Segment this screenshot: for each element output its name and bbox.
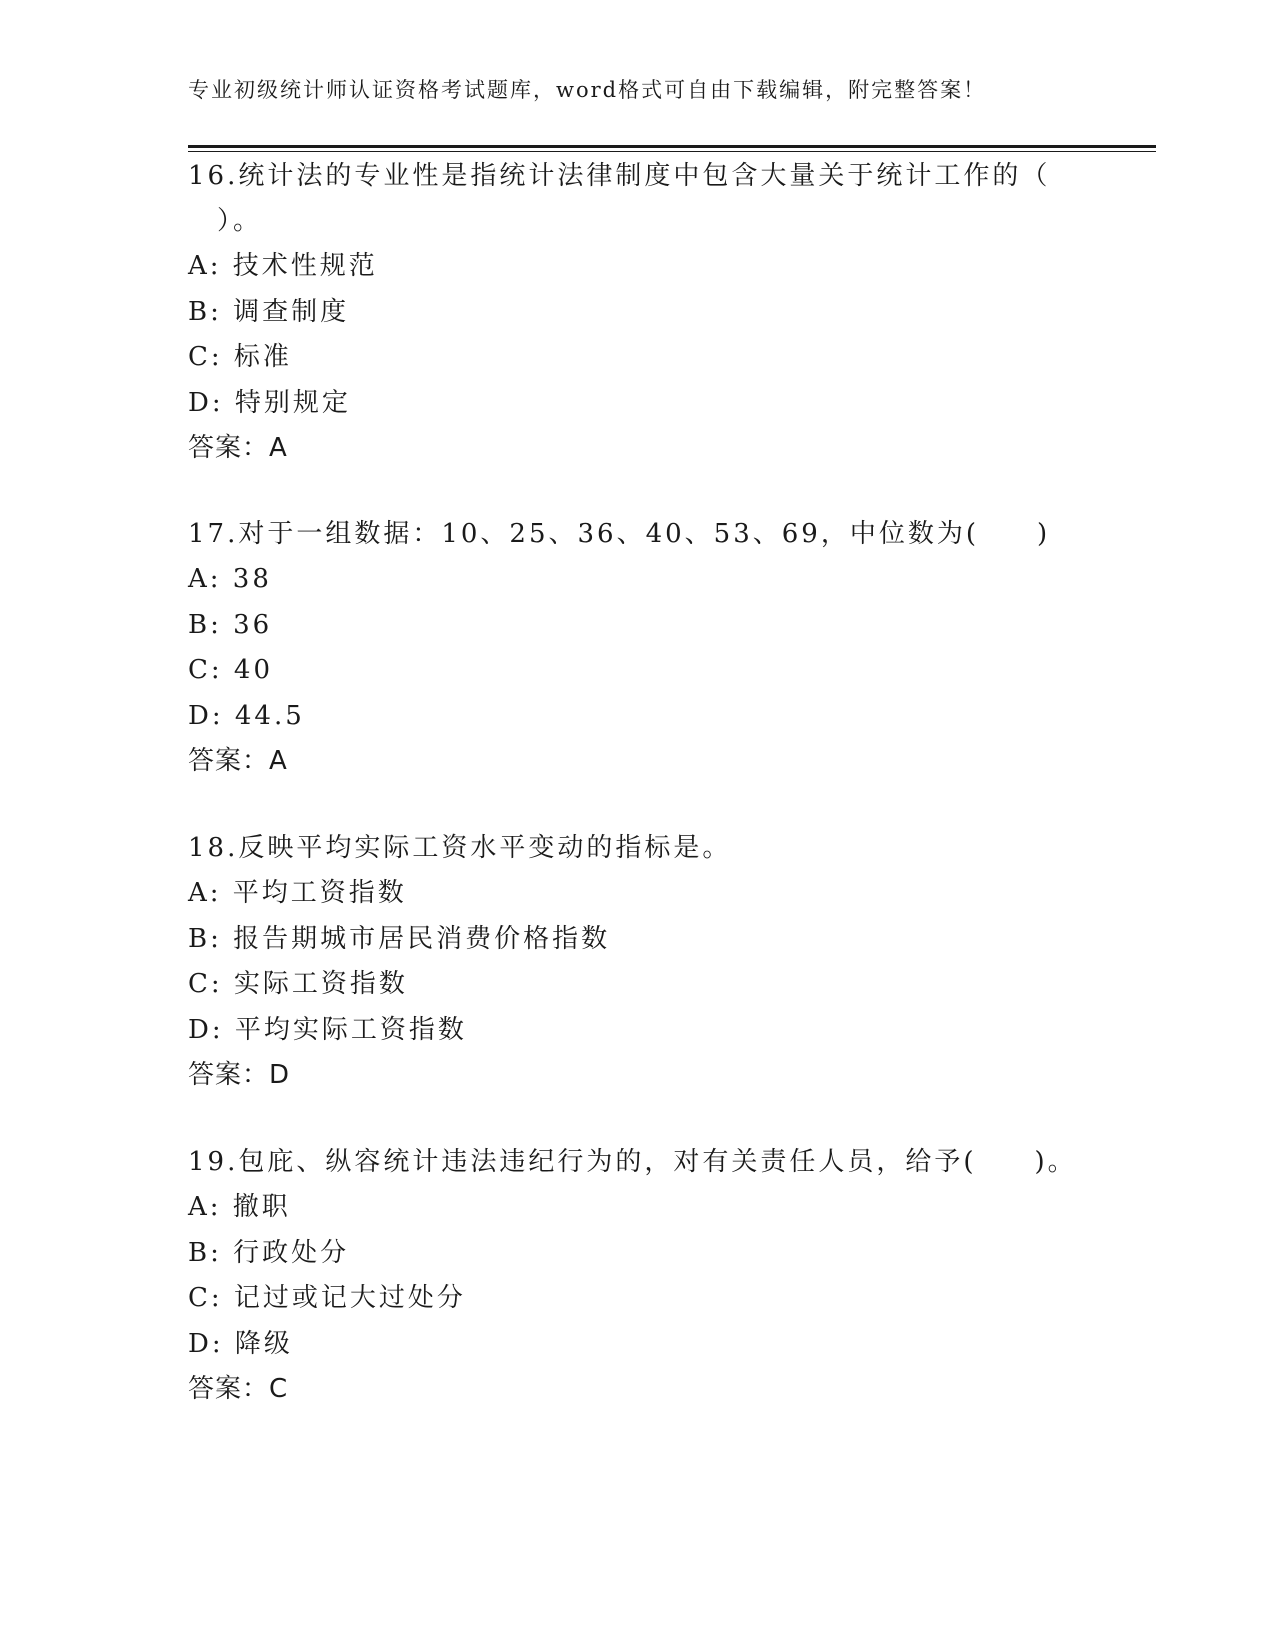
- option-c: C: 标准: [188, 342, 292, 372]
- question-18: [188, 826, 1088, 1099]
- option-c: C: 实际工资指数: [188, 969, 408, 999]
- option-a: A: 撤职: [188, 1192, 291, 1222]
- question-stem: 17.对于一组数据：10、25、36、40、53、69，中位数为( ): [188, 519, 1051, 549]
- question-stem: 16.统计法的专业性是指统计法律制度中包含大量关于统计工作的（ ）。: [188, 161, 1051, 236]
- option-a: A: 平均工资指数: [188, 878, 407, 908]
- question-19: [188, 1140, 1088, 1413]
- answer: 答案：C: [188, 1374, 289, 1404]
- header-rule-thick: [188, 145, 1156, 148]
- answer: 答案：D: [188, 1060, 291, 1090]
- option-b: B: 行政处分: [188, 1237, 350, 1268]
- question-stem: 18.反映平均实际工资水平变动的指标是。: [188, 833, 732, 863]
- option-b: B: 报告期城市居民消费价格指数: [188, 923, 611, 954]
- option-d: D: 平均实际工资指数: [188, 1014, 467, 1045]
- option-d: D: 特别规定: [188, 387, 351, 418]
- option-a: A: 技术性规范: [188, 251, 378, 281]
- page-header: 专业初级统计师认证资格考试题库，word格式可自由下载编辑，附完整答案！: [188, 78, 987, 102]
- option-d: D: 降级: [188, 1328, 293, 1359]
- option-b: B: 调查制度: [188, 296, 350, 327]
- option-c: C: 40: [188, 655, 274, 685]
- option-d: D: 44.5: [188, 700, 305, 731]
- option-c: C: 记过或记大过处分: [188, 1283, 466, 1313]
- option-a: A: 38: [188, 564, 272, 594]
- question-16: [188, 154, 1088, 472]
- option-b: B: 36: [188, 609, 273, 640]
- question-17: [188, 512, 1088, 785]
- answer: 答案：A: [188, 746, 288, 776]
- answer: 答案：A: [188, 433, 288, 463]
- question-stem: 19.包庇、纵容统计违法违纪行为的，对有关责任人员，给予( )。: [188, 1147, 1077, 1177]
- header-rule-thin: [188, 151, 1156, 152]
